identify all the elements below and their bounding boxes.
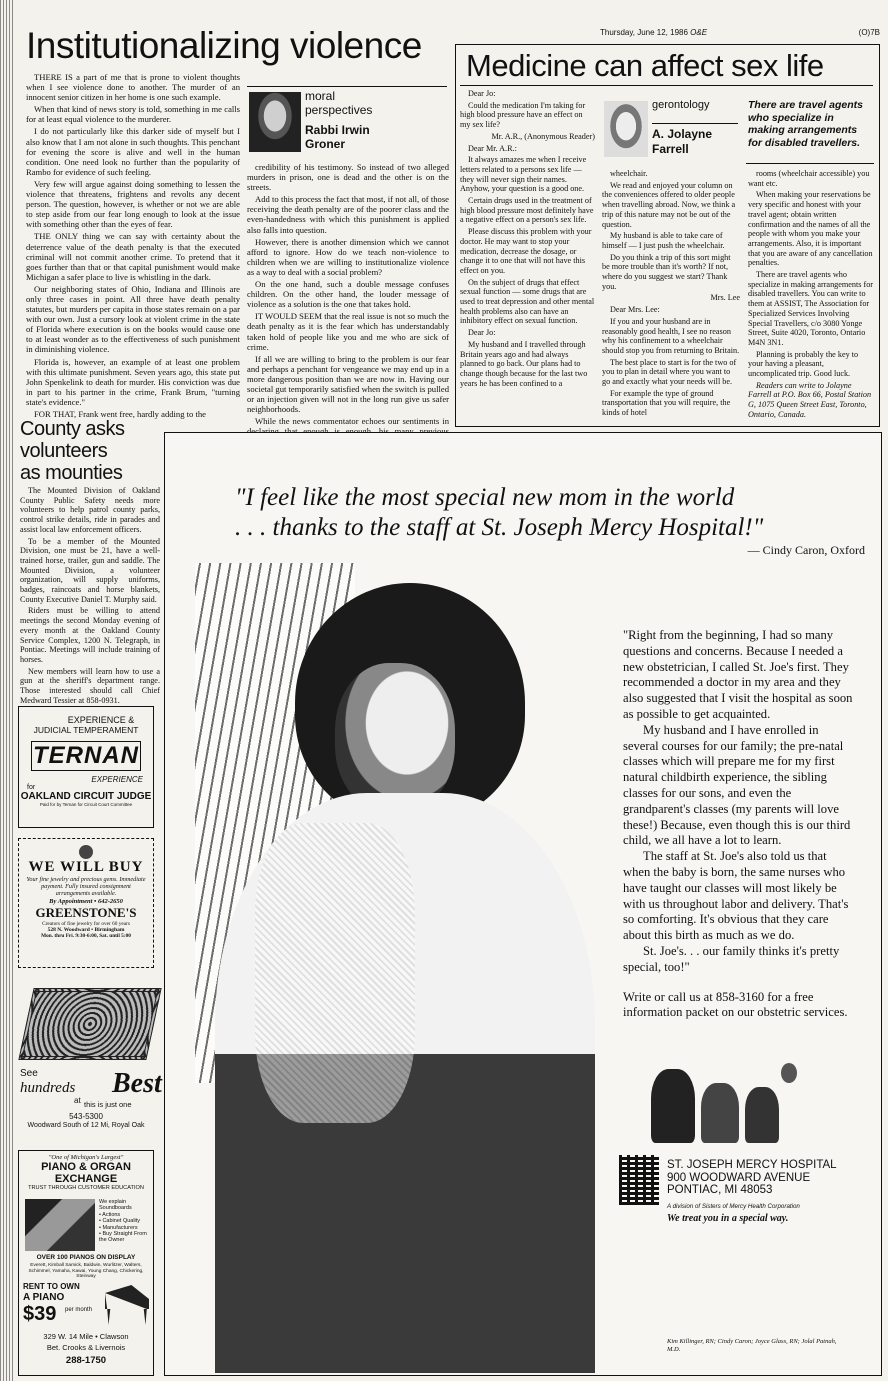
ternan-office: OAKLAND CIRCUIT JUDGE <box>20 791 152 802</box>
children-illustration <box>651 1063 801 1143</box>
right-head-rule <box>460 85 873 86</box>
piano-ad <box>18 1150 154 1376</box>
piano-brands: Everett, Kimball Samick, Baldwin, Wurlitzer, Walters, Schimmel, Yamaha, Kawai, Young Chang, Chickering, Steinway <box>28 1263 144 1280</box>
greenstone-ad <box>18 838 154 968</box>
farrell-kicker: gerontology <box>652 99 710 111</box>
hospital-quote: "I feel like the most special new mom in the world . . . thanks to the staff at St. Joseph Mercy Hospital!" <box>235 484 764 541</box>
right-article-col1: Dear Jo: Could the medication I'm taking for high blood pressure have an effect on my sex life? Mr. A.R., (Anonymous Reader) Dear Mr. A.R.: It always amazes me when I receive letters related to a persons sex life — they will never sign their names. Anyhow, your question is a good one. Certain drugs used in the treatment of high blood pressure most definitely have a negative effect on a person's sex life. Please discuss this problem with your doctor. He may want to stop your medication, decrease the dosage, or change it to one that will not have this effect on you. On the subject of drugs that effect sexual function — some drugs that are used to treat depression and other mental health problems also can have an inhibitory effect on sexual function. Dear Jo: My husband and I travelled through Britain years ago and had always planned to go back. Our plans had to change though because for the last two years he has been confined to a <box>460 89 595 388</box>
ternan-paid: Paid for by Ternan for Circuit Court Committee <box>39 802 133 807</box>
right-headline: Medicine can affect sex life <box>466 48 824 83</box>
hospital-cta: Write or call us at 858-3160 for a free information packet on our obstetric services. <box>623 989 848 1020</box>
piano-rent1: RENT TO OWN <box>23 1282 80 1291</box>
farrell-photo <box>604 101 648 157</box>
left-article-col1: THERE IS a part of me that is prone to violent thoughts when I see violence done to another. The murder of an innocent senior citizen in her home is one such example. When that kind of news story is told, something in me calls for at least equal violence to the murderer. I do not particularly like this darker side of myself but I also know that I am not alone in such thoughts. This penchant for evening the score is alive and well in the human condition. One need look no further than the popularity of Rambo for evidence of such feeling. Very few will argue against doing something to lessen the violence that threatens, frightens and revolts any decent person. The question, however, is whether or not we are able to step aside from our fear long enough to look at the issue with something other than the eyes of fear. THE ONLY thing we can say with certainty about the deterrence value of the death penalty is that the executed criminal will not commit another crime. To pretend that it goes further than that or that capital punishment would make Michigan a safer place to live is whistling in the dark. Our neighboring states of Ohio, Indiana and Illinois are only three cases in point. All three have death penalty statutes, but murders per capita in those states remain on a par with our own. Just a cursory look at violent crime in the state of Florida where execution is on the books would cause one to at least wonder as to the effectiveness of such punishment in diminishing violence. Florida is, however, an example of at least one problem with this ultimate punishment. Seven years ago, this state put John Spenkelink to death for murder. His conviction was due in part to his partner in the crime, Frank Brum, "turning state's evidence." FOR THAT, Frank went free, hardly adding to the <box>26 72 240 419</box>
greenstone-appt: By Appointment • 642-2650 <box>49 897 123 905</box>
byline-name: Rabbi Irwin Groner <box>305 123 370 151</box>
hospital-body: "Right from the beginning, I had so many questions and concerns. Because I needed a new obstetrician, I called St. Joe's first. They recommended a doctor in my area and they also suggested that I visit the hospital as soon as possible to get acquainted. My husband and I have enrolled in several courses for our family; the pre-natal classes which will prepare me for my first natural childbirth experience, the sibling classes for our sons, and even the grandparent's classes (my parents will love these!) Because, even though this is our third child, we all have a lot to learn. The staff at St. Joe's also told us that when the baby is born, the same nurses who have taught our classes will most likely be with us throughout labor and delivery. That's so comforting. It's obvious that they care about this birth as much as we do. St. Joe's. . . our family thinks it's pretty special, too!" Write or call us at 858-3160 for a free information packet on our obstetric services. <box>623 628 855 1021</box>
hospital-division: A division of Sisters of Mercy Health Corporation <box>667 1203 800 1210</box>
binding-edge <box>0 0 14 1381</box>
best-phone: 543-5300 <box>69 1112 103 1121</box>
piano-kicker: "One of Michigan's Largest" <box>48 1154 124 1161</box>
masthead-page: (O)7B <box>858 28 880 37</box>
best-address: Woodward South of 12 Mi, Royal Oak <box>27 1122 145 1129</box>
greenstone-name: GREENSTONE'S <box>35 904 137 920</box>
greenstone-headline: WE WILL BUY <box>28 859 144 875</box>
right-article-col3: rooms (wheelchair accessible) you want etc. When making your reservations be very specific and honest with your travel agent; obtain written confirmation and the names of all the people with whom you make your arrangements. Also, it is important that you are aware of any cancellation penalties. There are travel agents who specialize in making arrangements for disabled travellers. You can write to them at ASSIST, The Association for Specialized Services Involving Special Travellers, c/o 3080 Yonge Street, Suite 4020, Toronto, Ontario M4N 3N1. Planning is probably the key to your having a pleasant, uncomplicated trip. Good luck. Readers can write to Jolayne Farrell at P.O. Box 66, Postal Station G, 1075 Queen Street East, Toronto, Ontario, Canada. <box>748 169 874 419</box>
left-headline: Institutionalizing violence <box>26 25 422 66</box>
author-photo <box>249 92 301 152</box>
piano-address1: 329 W. 14 Mile • Clawson <box>43 1332 129 1341</box>
hospital-logo <box>619 1155 659 1205</box>
greenstone-address: 528 N. Woodward • Birmingham <box>47 926 125 933</box>
rug-image <box>18 988 161 1060</box>
byline-kicker: moral perspectives <box>305 89 373 117</box>
best-caption: this is just one <box>84 1100 132 1109</box>
quote-attribution: — Cindy Caron, Oxford <box>747 543 865 557</box>
piano-bullets: We explain Soundboards • Actions • Cabinet Quality • Manufacturers • Buy Straight From the Owner <box>99 1199 147 1244</box>
hospital-ad <box>164 432 882 1376</box>
brief-body: The Mounted Division of Oakland County Public Safety needs more volunteers to help patrol county parks, control strike details, ride in parades and assist local law enforcement officers. To be a member of the Mounted Division, one must be 21, have a well-trained horse, trailer, gun and saddle. The Mounted Division, a volunteer organization, will supply uniforms, badges, raincoats and horse blankets, County Executive Daniel T. Murphy said. Riders must be willing to attend meetings the second Monday evening of every month at the Oakland County Service Complex, 1200 N. Telegraph, in Pontiac. Meetings will include training of horses. New members will learn how to use a gun at the sheriff's department range. Those interested should call Chief Medward Tessier at 858-0931. <box>20 486 160 705</box>
best-at: at <box>74 1096 81 1105</box>
piano-photo <box>25 1199 95 1251</box>
photo-caption: Kim Killinger, RN; Cindy Caron; Joyce Glass, RN; Jolal Patnah, M.D. <box>667 1338 837 1353</box>
hospital-name: ST. JOSEPH MERCY HOSPITAL 900 WOODWARD AVENUE PONTIAC, MI 48053 <box>667 1159 837 1196</box>
farrell-rule <box>652 123 738 124</box>
ternan-for: for <box>27 784 36 791</box>
piano-price: $39 <box>23 1303 57 1325</box>
piano-phone: 288-1750 <box>65 1355 107 1366</box>
best-see: See <box>20 1068 38 1079</box>
greenstone-tagline: Creators of fine jewelry for over 60 years <box>42 920 130 927</box>
mother-photo <box>195 563 615 1373</box>
ternan-experience: EXPERIENCE <box>91 775 143 784</box>
ternan-line1: EXPERIENCE & <box>67 715 135 725</box>
groner-byline <box>247 86 447 157</box>
piano-rent2: A PIANO <box>23 1292 65 1303</box>
piano-address2: Bet. Crooks & Livernois <box>46 1343 126 1352</box>
farrell-name: A. Jolayne Farrell <box>652 127 713 156</box>
dress-shadow <box>255 823 415 1123</box>
ternan-line2: JUDICIAL TEMPERAMENT <box>33 725 139 735</box>
hospital-slogan: We treat you in a special way. <box>667 1213 789 1224</box>
piano-name1: PIANO & ORGAN <box>41 1161 131 1173</box>
grand-piano-icon <box>105 1285 149 1325</box>
pullquote: There are travel agents who specialize in making arrangements for disabled travellers. <box>748 99 863 149</box>
best-brand-logo: Best <box>112 1068 162 1099</box>
left-article-col2: credibility of his testimony. So instead of two alleged murders in prison, one is dead and the other is on the streets. Add to this process the fact that most, if not all, of those receiving the death penalty are of the poorer class and the even-handedness with which this punishment is applied also falls into question. However, there is another dimension which we cannot afford to ignore. How do we teach non-violence to children when we are willing to institutionalize violence as a way to deal with a social problem? On the one hand, such a double message confuses children. On the other hand, the louder message of violence as a solution is the one that takes hold. IT WOULD SEEM that the real issue is not so much the death penalty as it is the fear which has understandably taken hold of people like you and me who are sick of crime. If all we are willing to bring to the problem is our fear and perhaps a penchant for vengeance we may end up in a more dangerous position than we are now in. Having our societal gut temporarily satisfied when the switch is pulled or an injection given will not in the long run give us safer neighborhoods. While the news commentator echoes our sentiments in <box>247 162 449 427</box>
best-hundreds: hundreds <box>20 1080 76 1096</box>
greenstone-hours: Mon. thru Fri. 9:30-6:00, Sat. until 5:00 <box>41 932 131 939</box>
ternan-name: TERNAN <box>33 742 139 769</box>
masthead <box>600 28 880 37</box>
greenstone-crest-icon <box>79 845 93 859</box>
piano-display: OVER 100 PIANOS ON DISPLAY <box>36 1254 136 1261</box>
piano-name2: EXCHANGE <box>54 1173 118 1185</box>
piano-per: per month <box>65 1307 93 1313</box>
right-article-col2: wheelchair. We read and enjoyed your column on the conveniences offered to older people when travelling abroad. Now, we think a trip of this nature may not be out of the question. My husband is able to take care of himself — I just push the wheelchair. Do you think a trip of this sort might be more trouble than it's worth? If not, where do you suggest we start? Thank you. Mrs. Lee Dear Mrs. Lee: If you and your husband are in reasonably good health, I see no reason why his confinement to a wheelchair should stop you from returning to Britain. The best place to start is for the two of you to plan in detail where you want to go and exactly what your needs will be. For example the type of ground transportation that you will require, the kinds of hotel <box>602 169 740 418</box>
ternan-ad <box>18 706 154 828</box>
greenstone-body: Your fine jewelry and precious gems. Immediate payment. Fully insured consignment arrangements available. <box>26 876 146 898</box>
brief-headline: County asks volunteers as mounties <box>20 418 125 484</box>
masthead-date: Thursday, June 12, 1986 O&E <box>600 28 708 37</box>
piano-tagline: TRUST THROUGH CUSTOMER EDUCATION <box>28 1185 144 1191</box>
pullquote-rule <box>746 163 874 164</box>
gerontology-box <box>455 44 880 427</box>
face-shape <box>335 663 455 813</box>
best-ad <box>18 980 162 1142</box>
